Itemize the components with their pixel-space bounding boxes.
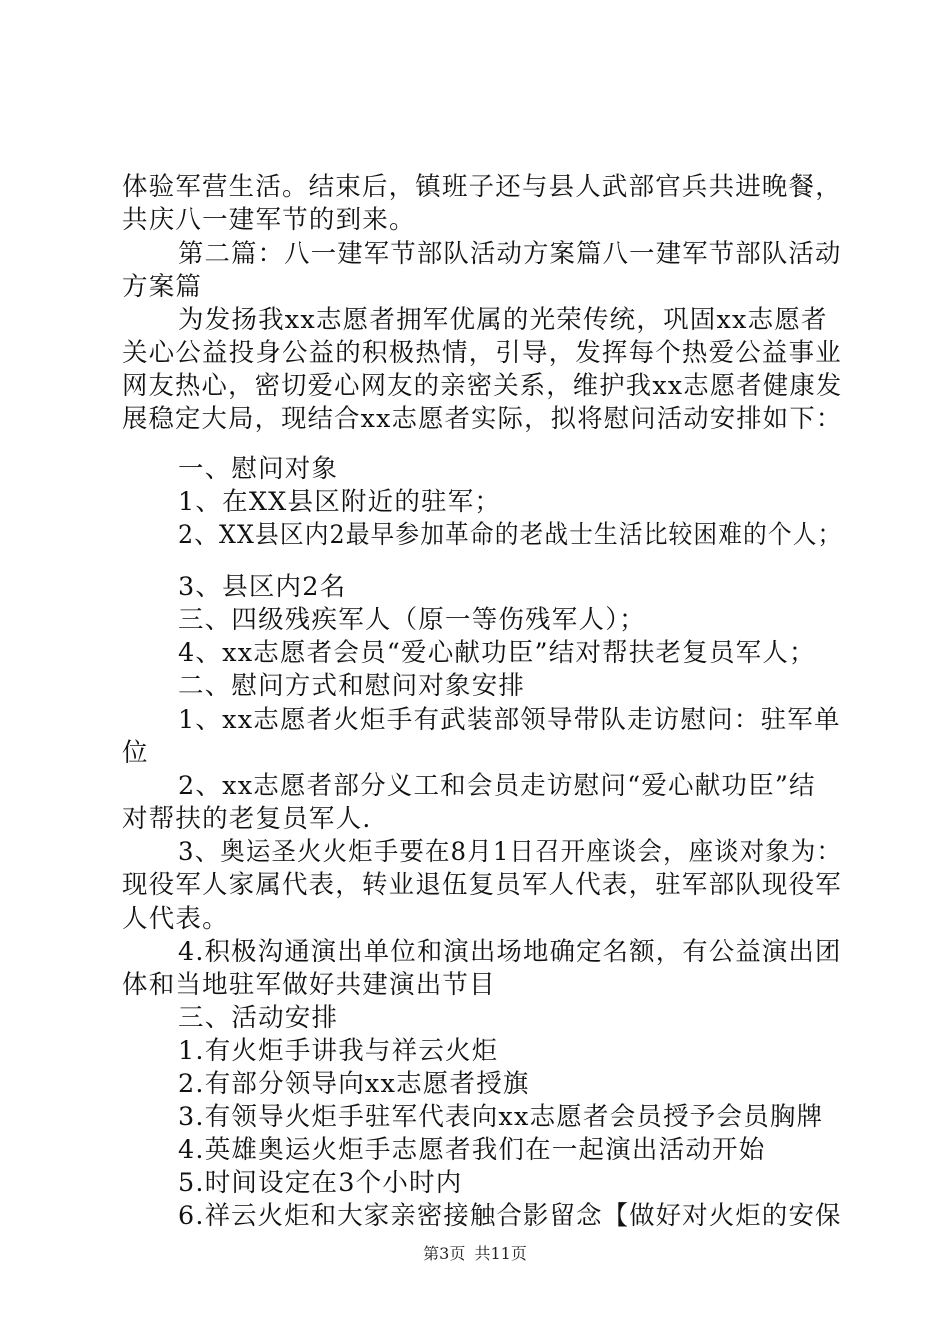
list-item: 1、xx志愿者火炬手有武装部领导带队走访慰问：驻军单 [178,705,841,735]
list-item: 1.有火炬手讲我与祥云火炬 [178,1036,499,1066]
subheading: 二、慰问方式和慰问对象安排 [178,671,526,701]
list-item: 2.有部分领导向xx志愿者授旗 [178,1069,530,1099]
list-item: 4.英雄奥运火炬手志愿者我们在一起演出活动开始 [178,1135,766,1165]
list-item: 三、四级残疾军人（原一等伤残军人）； [178,605,646,635]
subheading: 三、活动安排 [178,1003,339,1033]
page-number: 第3页 [423,1244,466,1263]
subheading: 一、慰问对象 [178,454,339,484]
list-item: 2、XX县区内2最早参加革命的老战士生活比较困难的个人； [178,520,843,550]
text-line: 网友热心，密切爱心网友的亲密关系，维护我xx志愿者健康发 [122,371,843,401]
text-line: 现役军人家属代表，转业退伍复员军人代表，驻军部队现役军 [122,870,842,900]
text-line: 对帮扶的老复员军人. [122,804,372,834]
page-total: 共11页 [474,1244,527,1263]
list-item: 3.有领导火炬手驻军代表向xx志愿者会员授予会员胸牌 [178,1102,824,1132]
text-line: 位 [122,738,149,768]
text-line: 展稳定大局，现结合xx志愿者实际，拟将慰问活动安排如下： [122,404,843,434]
list-item: 4、xx志愿者会员“爱心献功臣”结对帮扶老复员军人； [178,638,816,668]
list-item: 6.祥云火炬和大家亲密接触合影留念【做好对火炬的安保 [178,1201,842,1231]
list-item: 4.积极沟通演出单位和演出场地确定名额，有公益演出团 [178,937,842,967]
list-item: 3、奥运圣火火炬手要在8月1日召开座谈会，座谈对象为： [178,837,843,867]
section-heading: 第二篇：八一建军节部队活动方案篇八一建军节部队活动 [178,239,842,269]
text-line: 人代表。 [122,904,229,934]
text-line: 共庆八一建军节的到来。 [122,205,416,235]
list-item: 5.时间设定在3个小时内 [178,1168,463,1198]
page-footer [0,1244,950,1264]
text-line: 体验军营生活。结束后，镇班子还与县人武部官兵共进晚餐， [122,172,842,202]
section-heading: 方案篇 [122,272,203,302]
text-line: 为发扬我xx志愿者拥军优属的光荣传统，巩固xx志愿者 [178,305,828,335]
list-item: 2、xx志愿者部分义工和会员走访慰问“爱心献功臣”结 [178,771,816,801]
text-line: 体和当地驻军做好共建演出节目 [122,970,496,1000]
list-item: 3、县区内2名 [178,572,347,602]
text-line: 关心公益投身公益的积极热情，引导，发挥每个热爱公益事业 [122,338,842,368]
list-item: 1、在XX县区附近的驻军； [178,487,502,517]
